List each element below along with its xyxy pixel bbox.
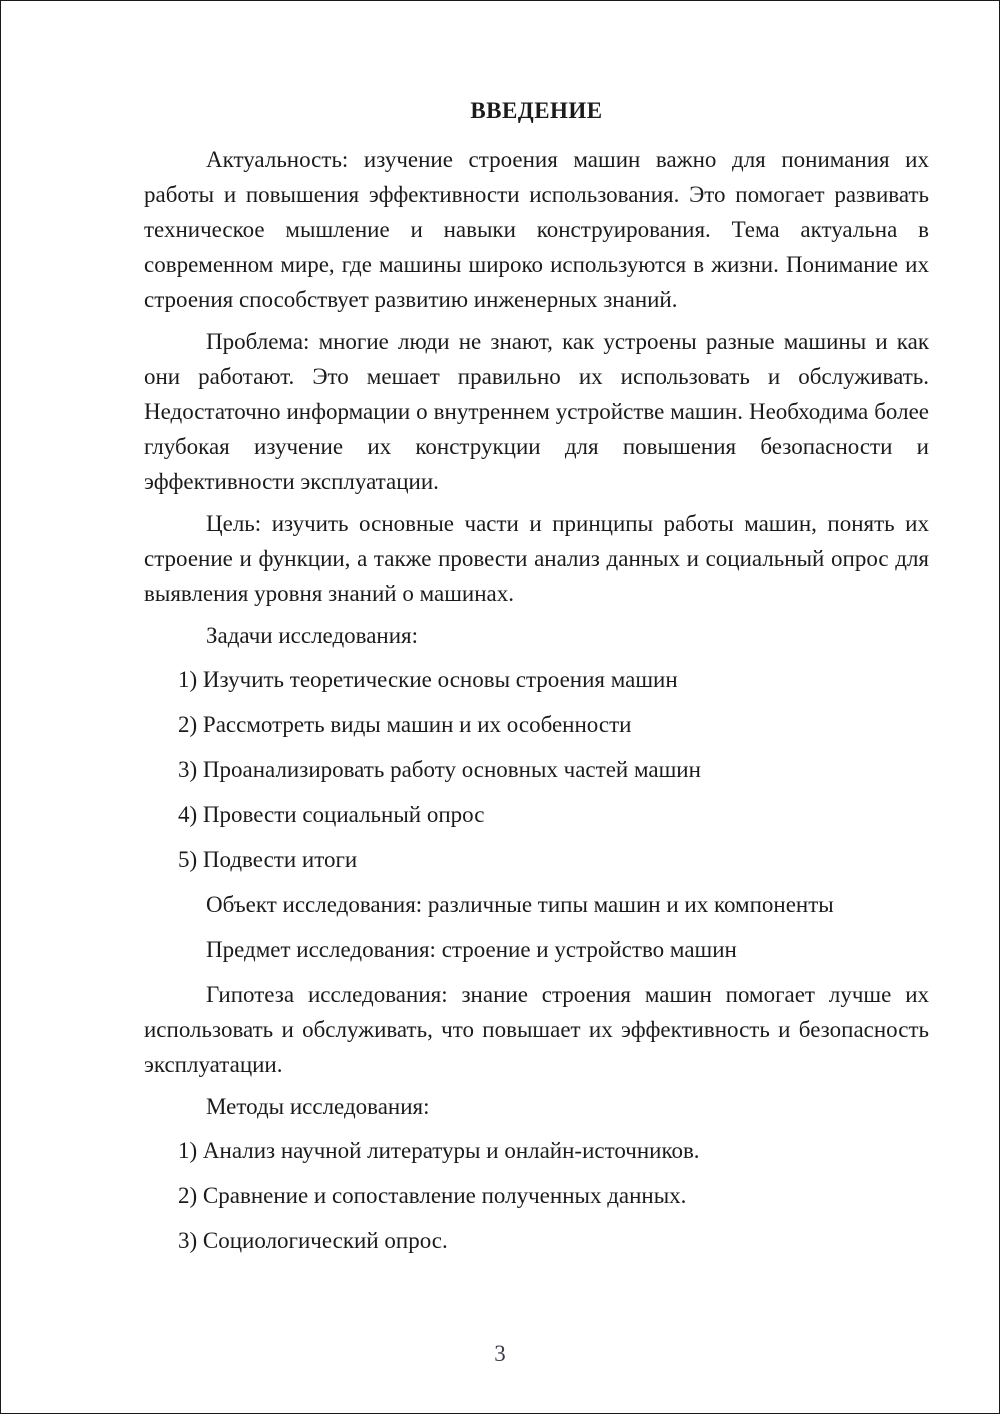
paragraph-problem: Проблема: многие люди не знают, как устроены разные машины и как они работают. Это мешает правильно их использовать и обслуживать. Недостаточно информации о внутреннем устройстве машин. Необходима более глубокая изучение их конструкции для повышения безопасности и эффективности эксплуатации. (144, 329, 929, 494)
task-item-3: 3) Проанализировать работу основных частей машин (178, 757, 701, 782)
method-item-3: 3) Социологический опрос. (178, 1228, 448, 1253)
task-item-1: 1) Изучить теоретические основы строения машин (178, 667, 678, 692)
method-item-2: 2) Сравнение и сопоставление полученных данных. (178, 1183, 687, 1208)
task-item-4: 4) Провести социальный опрос (178, 802, 485, 827)
paragraph-hypothesis: Гипотеза исследования: знание строения машин помогает лучше их использовать и обслуживать, что повышает их эффективность и безопасность эксплуатации. (144, 982, 929, 1077)
method-item-1: 1) Анализ научной литературы и онлайн-источников. (178, 1138, 700, 1163)
paragraph-subject: Предмет исследования: строение и устройство машин (206, 937, 737, 962)
paragraph-relevance: Актуальность: изучение строения машин важно для понимания их работы и повышения эффективности использования. Это помогает развивать техническое мышление и навыки конструирования. Тема актуальна в современном мире, где машины широко используются в жизни. Понимание их строения способствует развитию инженерных знаний. (144, 147, 929, 312)
heading-methods: Методы исследования: (206, 1094, 430, 1119)
task-item-5: 5) Подвести итоги (178, 847, 358, 872)
paragraph-object: Объект исследования: различные типы машин и их компоненты (206, 892, 834, 917)
paragraph-goal: Цель: изучить основные части и принципы работы машин, понять их строение и функции, а также провести анализ данных и социальный опрос для выявления уровня знаний о машинах. (144, 511, 929, 606)
heading-tasks: Задачи исследования: (206, 623, 419, 648)
page-title: ВВЕДЕНИЕ (470, 98, 603, 123)
page-number: 3 (494, 1341, 506, 1366)
task-item-2: 2) Рассмотреть виды машин и их особенности (178, 712, 632, 737)
